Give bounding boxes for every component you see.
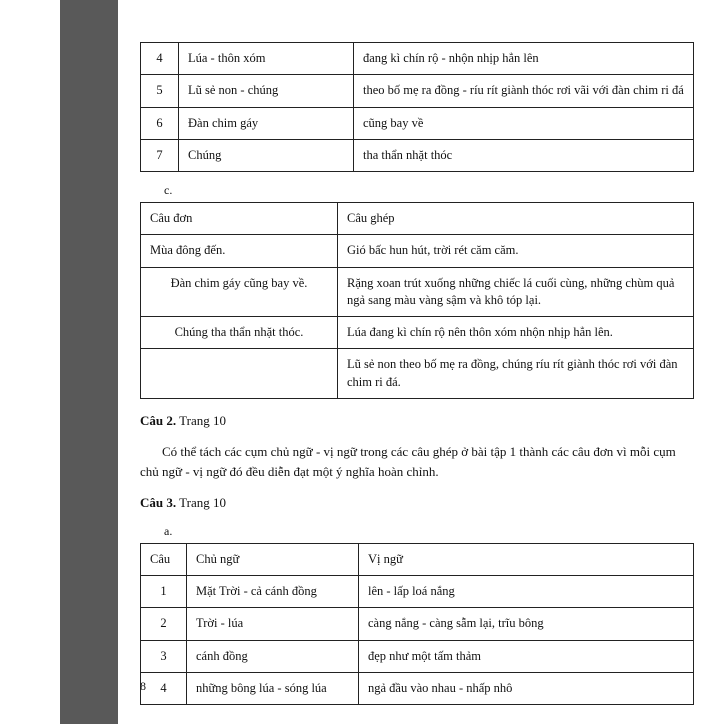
table-header-row [141,203,694,235]
row-subject: cánh đồng [187,640,359,672]
table-row [141,672,694,704]
row-number: 3 [141,640,187,672]
row-subject: Mặt Trời - cả cánh đồng [187,576,359,608]
cell-simple: Đàn chim gáy cũng bay về. [141,267,338,317]
column-header-subject: Chủ ngữ [187,543,359,575]
row-predicate: cũng bay về [354,107,694,139]
row-number: 4 [141,43,179,75]
page-number: 8 [140,679,146,693]
question-2-body: Có thể tách các cụm chủ ngữ - vị ngữ trong các câu ghép ở bài tập 1 thành các câu đơn vì mỗi cụm chủ ngữ - vị ngữ đó đều diễn đạt một ý nghĩa hoàn chỉnh. [140,444,676,479]
cell-compound: Lúa đang kì chín rộ nên thôn xóm nhộn nhịp hẳn lên. [338,317,694,349]
question-2-heading: Câu 2. [140,412,177,428]
row-number: 6 [141,107,179,139]
table-continuation [140,42,694,172]
question-3-page-ref: Trang 10 [179,495,226,511]
column-header-simple: Câu đơn [141,203,338,235]
page-margin-left [0,0,60,724]
column-header-compound: Câu ghép [338,203,694,235]
table-header-row [141,543,694,575]
table-row [141,139,694,171]
table-row [141,349,694,399]
row-subject: Lúa - thôn xóm [179,43,354,75]
row-number: 7 [141,139,179,171]
row-number: 4 [141,672,187,704]
table-row [141,640,694,672]
row-predicate: theo bố mẹ ra đồng - ríu rít giành thóc rơi vãi với đàn chim ri đá [354,75,694,107]
table-row [141,235,694,267]
cell-compound: Rặng xoan trút xuống những chiếc lá cuối cùng, những chùm quả ngả sang màu vàng sậm và khô tóp lại. [338,267,694,317]
question-2-heading-line [140,411,694,431]
table-row [141,107,694,139]
question-3-heading: Câu 3. [140,495,177,511]
row-number: 1 [141,576,187,608]
page-sheet [118,0,724,724]
row-number: 2 [141,608,187,640]
row-subject: những bông lúa - sóng lúa [187,672,359,704]
row-predicate: càng nắng - càng sẫm lại, trĩu bông [359,608,694,640]
row-subject: Lũ sẻ non - chúng [179,75,354,107]
table-row [141,317,694,349]
cell-simple: Mùa đông đến. [141,235,338,267]
cell-simple: Chúng tha thẩn nhặt thóc. [141,317,338,349]
row-subject: Trời - lúa [187,608,359,640]
table-row [141,267,694,317]
table-subject-predicate [140,543,694,705]
table-row [141,576,694,608]
section-label-a: a. [164,523,173,538]
cell-compound: Lũ sẻ non theo bố mẹ ra đồng, chúng ríu rít giành thóc rơi với đàn chim ri đá. [338,349,694,399]
cell-simple [141,349,338,399]
row-number: 5 [141,75,179,107]
question-3-heading-line [140,493,694,513]
section-label-c: c. [164,183,173,197]
row-subject: Chúng [179,139,354,171]
table-row [141,608,694,640]
cell-compound: Gió bấc hun hút, trời rét căm căm. [338,235,694,267]
question-2-page-ref: Trang 10 [179,412,226,428]
row-predicate: tha thẩn nhặt thóc [354,139,694,171]
row-predicate: ngả đầu vào nhau - nhấp nhô [359,672,694,704]
row-predicate: lên - lấp loá nắng [359,576,694,608]
table-row [141,43,694,75]
table-simple-compound [140,202,694,399]
row-predicate: đẹp như một tấm thảm [359,640,694,672]
row-predicate: đang kì chín rộ - nhộn nhịp hẳn lên [354,43,694,75]
row-subject: Đàn chim gáy [179,107,354,139]
column-header-predicate: Vị ngữ [359,543,694,575]
column-header-sentence: Câu [141,543,187,575]
book-spine-shadow [60,0,118,724]
table-row [141,75,694,107]
